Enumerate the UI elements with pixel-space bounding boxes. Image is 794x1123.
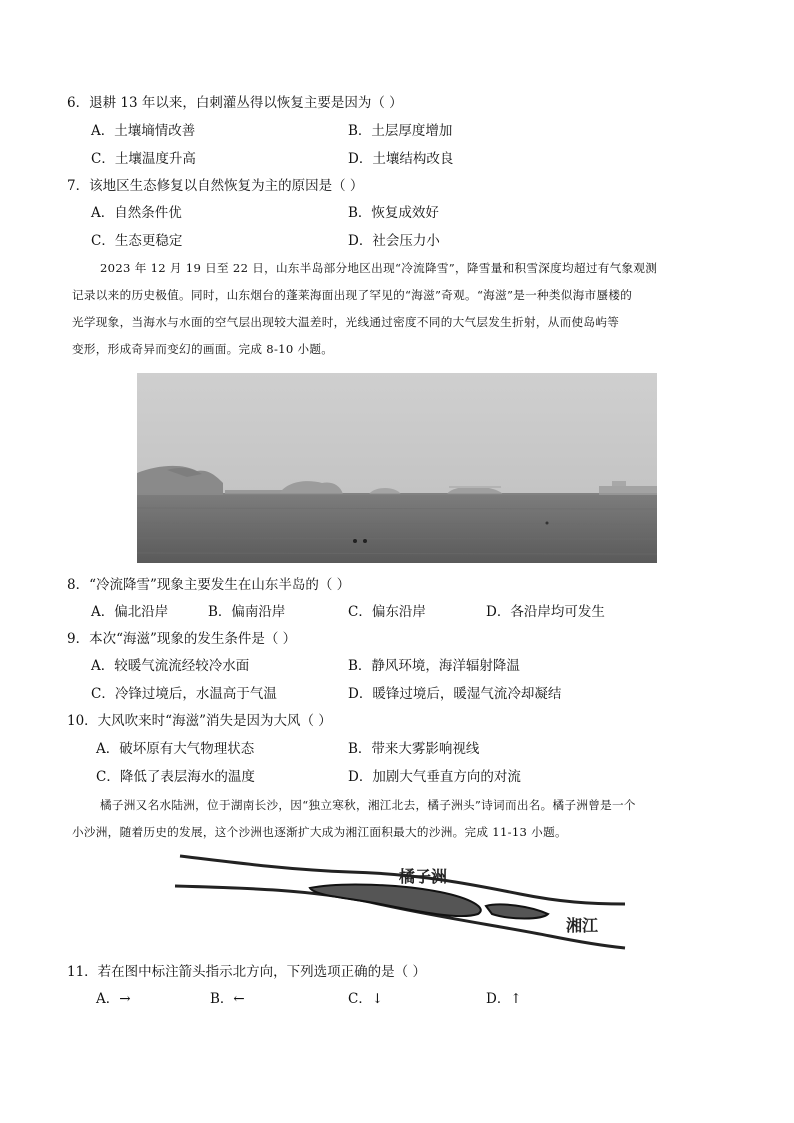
passage2-line2: 小沙洲，随着历史的发展，这个沙洲也逐渐扩大成为湘江面积最大的沙洲。完成 11-13 小题。	[72, 825, 567, 839]
q11-option-c: C．↓	[348, 991, 384, 1007]
q7-option-d: D．社会压力小	[348, 233, 440, 249]
q8-option-c: C．偏东沿岸	[348, 604, 426, 620]
island-label: 橘子洲	[399, 867, 448, 886]
q11-stem: 11．若在图中标注箭头指示北方向，下列选项正确的是（ ）	[67, 964, 426, 980]
q11-option-a: A．→	[96, 991, 131, 1007]
q10-option-d: D．加剧大气垂直方向的对流	[348, 769, 521, 785]
q6-option-c: C．土壤温度升高	[91, 151, 196, 167]
q7-option-b: B．恢复成效好	[348, 205, 439, 221]
q10-option-a: A．破坏原有大气物理状态	[96, 741, 255, 757]
q11-option-b: B．←	[210, 991, 245, 1007]
q6-option-a: A．土壤墒情改善	[91, 123, 196, 139]
passage1-line4: 变形，形成奇异而变幻的画面。完成 8-10 小题。	[72, 342, 334, 356]
q9-stem: 9．本次“海滋”现象的发生条件是（ ）	[67, 631, 297, 647]
passage2-line1: 橘子洲又名水陆洲，位于湖南长沙，因“独立寒秋，湘江北去，橘子洲头”诗词而出名。橘子洲曾是一个	[100, 798, 636, 812]
q10-option-b: B．带来大雾影响视线	[348, 741, 480, 757]
island-main	[310, 885, 481, 917]
q6-option-b: B．土层厚度增加	[348, 123, 453, 139]
q8-option-d: D．各沿岸均可发生	[486, 604, 605, 620]
q6-option-d: D．土壤结构改良	[348, 151, 454, 167]
q9-option-b: B．静风环境，海洋辐射降温	[348, 658, 520, 674]
q6-stem: 6．退耕 13 年以来，白刺灌丛得以恢复主要是因为（ ）	[67, 95, 403, 111]
q9-option-c: C．冷锋过境后，水温高于气温	[91, 686, 277, 702]
q7-stem: 7．该地区生态修复以自然恢复为主的原因是（ ）	[67, 178, 364, 194]
passage1-line2: 记录以来的历史极值。同时，山东烟台的蓬莱海面出现了罕见的“海滋”奇观。“海滋”是一种类似海市蜃楼的	[72, 288, 633, 302]
passage1-line1: 2023 年 12 月 19 日至 22 日，山东半岛部分地区出现“冷流降雪”，降雪量和积雪深度均超过有气象观测	[100, 261, 658, 275]
q8-stem: 8．“冷流降雪”现象主要发生在山东半岛的（ ）	[67, 577, 351, 593]
q8-option-b: B．偏南沿岸	[208, 604, 286, 620]
sea-photo-figure	[137, 373, 657, 563]
q7-option-c: C．生态更稳定	[91, 233, 183, 249]
river-map	[170, 848, 640, 958]
juzizhou-map-figure	[170, 848, 640, 958]
passage1-line3: 光学现象，当海水与水面的空气层出现较大温差时，光线通过密度不同的大气层发生折射，从而使岛屿等	[72, 315, 620, 329]
q7-option-a: A．自然条件优	[91, 205, 182, 221]
q10-stem: 10．大风吹来时“海滋”消失是因为大风（ ）	[67, 713, 332, 729]
q11-option-d: D．↑	[486, 991, 522, 1007]
q9-option-a: A．较暖气流流经较冷水面	[91, 658, 250, 674]
q10-option-c: C．降低了表层海水的温度	[96, 769, 255, 785]
sea-photo-illustration	[137, 373, 657, 563]
q9-option-d: D．暖锋过境后，暖湿气流冷却凝结	[348, 686, 562, 702]
q8-option-a: A．偏北沿岸	[91, 604, 169, 620]
river-label: 湘江	[566, 916, 599, 935]
island-small	[486, 904, 548, 918]
